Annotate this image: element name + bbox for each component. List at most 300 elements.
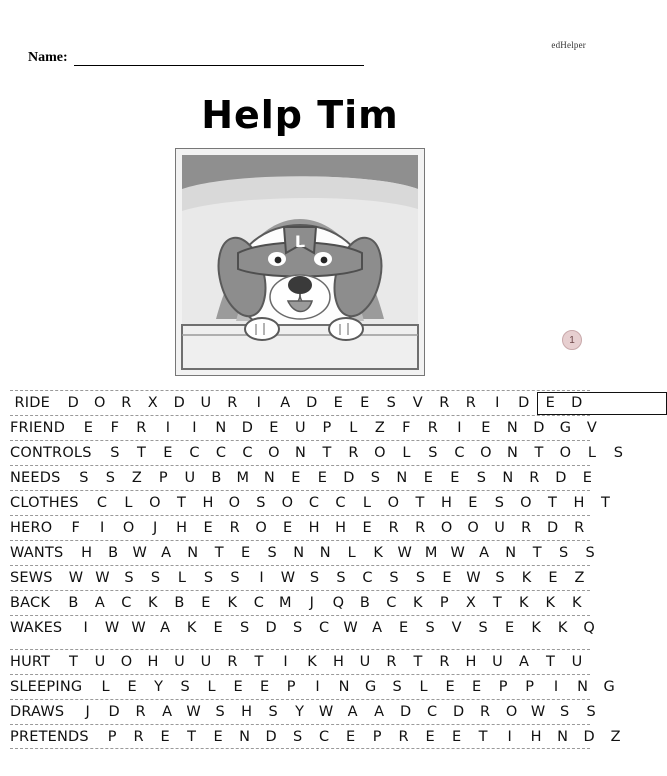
puzzle-letter[interactable]: E	[213, 728, 223, 745]
puzzle-letter[interactable]: U	[200, 654, 212, 670]
puzzle-letter[interactable]: I	[165, 420, 170, 436]
puzzle-letter[interactable]: E	[399, 620, 409, 636]
puzzle-letter[interactable]: E	[481, 420, 491, 436]
puzzle-row[interactable]	[10, 724, 621, 749]
puzzle-letter[interactable]: M	[279, 595, 292, 611]
puzzle-row[interactable]	[10, 615, 595, 640]
puzzle-letter[interactable]: L	[362, 495, 371, 511]
puzzle-letter[interactable]: C	[215, 445, 226, 461]
puzzle-letter[interactable]: T	[322, 445, 332, 461]
puzzle-letter[interactable]: H	[308, 520, 320, 536]
puzzle-letter[interactable]: S	[105, 470, 115, 486]
puzzle-row[interactable]	[10, 540, 595, 565]
puzzle-letter[interactable]: Z	[574, 570, 585, 586]
puzzle-letter[interactable]: B	[68, 595, 79, 611]
puzzle-letter[interactable]: E	[471, 679, 482, 695]
puzzle-row[interactable]	[10, 490, 610, 515]
puzzle-letter[interactable]: D	[583, 728, 595, 745]
puzzle-letter[interactable]: U	[94, 654, 106, 670]
puzzle-letter[interactable]: W	[132, 545, 147, 561]
puzzle-letter[interactable]: X	[465, 595, 476, 611]
puzzle-letter[interactable]: D	[571, 395, 583, 411]
puzzle-letter[interactable]: H	[147, 654, 159, 670]
puzzle-letter[interactable]: O	[374, 445, 386, 461]
puzzle-letter[interactable]: U	[174, 654, 185, 670]
puzzle-letter[interactable]: R	[227, 395, 238, 411]
puzzle-letter[interactable]: T	[415, 495, 425, 511]
svg-text:L: L	[294, 232, 306, 251]
puzzle-letter[interactable]: R	[386, 654, 397, 670]
puzzle-letter[interactable]: U	[492, 654, 503, 670]
puzzle-letter[interactable]: E	[213, 620, 223, 636]
puzzle-letter[interactable]: W	[343, 620, 358, 636]
puzzle-letter[interactable]: B	[174, 595, 185, 611]
puzzle-letter[interactable]: S	[495, 570, 505, 586]
puzzle-letter[interactable]: H	[335, 520, 347, 536]
puzzle-letter[interactable]: S	[494, 495, 504, 511]
puzzle-letter[interactable]: O	[281, 495, 294, 511]
puzzle-row[interactable]	[10, 590, 590, 615]
puzzle-letter[interactable]: E	[442, 570, 452, 586]
puzzle-letter[interactable]: A	[280, 395, 291, 411]
puzzle-letter[interactable]: C	[96, 495, 107, 511]
puzzle-letter[interactable]: N	[215, 420, 227, 436]
puzzle-word-label: HURT	[10, 654, 51, 670]
puzzle-letter[interactable]: S	[585, 545, 595, 561]
puzzle-letter[interactable]: O	[387, 495, 400, 511]
puzzle-letter[interactable]: I	[507, 728, 512, 745]
puzzle-letter[interactable]: C	[427, 704, 438, 720]
puzzle-letter[interactable]: H	[530, 728, 542, 745]
puzzle-letter[interactable]: U	[571, 654, 583, 670]
puzzle-letter[interactable]: K	[413, 595, 423, 611]
puzzle-letter[interactable]: P	[525, 679, 534, 695]
puzzle-letter[interactable]: T	[176, 495, 186, 511]
puzzle-letter[interactable]: Z	[374, 420, 385, 436]
puzzle-letter[interactable]: E	[163, 445, 173, 461]
puzzle-letter[interactable]: S	[386, 395, 396, 411]
puzzle-letter[interactable]: K	[531, 620, 541, 636]
puzzle-letter[interactable]: P	[107, 728, 117, 745]
puzzle-letter-row	[63, 566, 593, 590]
puzzle-letter[interactable]: R	[439, 395, 450, 411]
puzzle-letter[interactable]: J	[85, 704, 90, 720]
puzzle-letter[interactable]: T	[413, 654, 423, 670]
puzzle-letter[interactable]: R	[227, 654, 238, 670]
puzzle-letter[interactable]: W	[397, 545, 412, 561]
puzzle-letter[interactable]: G	[559, 420, 571, 436]
puzzle-letter[interactable]: R	[121, 395, 132, 411]
puzzle-letter[interactable]: M	[236, 470, 250, 486]
puzzle-letter[interactable]: N	[396, 470, 408, 486]
puzzle-letter[interactable]: C	[242, 445, 253, 461]
puzzle-letter[interactable]: W	[95, 570, 110, 586]
puzzle-letter[interactable]: F	[402, 420, 411, 436]
puzzle-letter[interactable]: W	[131, 620, 146, 636]
puzzle-letter[interactable]: H	[81, 545, 93, 561]
puzzle-letter[interactable]: D	[108, 704, 120, 720]
puzzle-letter[interactable]: W	[466, 570, 481, 586]
puzzle-letter[interactable]: D	[533, 420, 545, 436]
puzzle-letter[interactable]: R	[574, 520, 585, 536]
puzzle-letter[interactable]: O	[520, 495, 532, 511]
puzzle-letter[interactable]: K	[227, 595, 238, 611]
puzzle-letter[interactable]: C	[121, 595, 132, 611]
puzzle-letter[interactable]: P	[322, 420, 332, 436]
puzzle-letter[interactable]: N	[239, 728, 250, 745]
puzzle-row[interactable]	[10, 649, 590, 674]
puzzle-letter[interactable]: I	[259, 570, 264, 586]
puzzle-letter[interactable]: P	[286, 679, 296, 695]
puzzle-letter[interactable]: T	[600, 495, 610, 511]
puzzle-letter[interactable]: A	[518, 654, 529, 670]
puzzle-letter[interactable]: C	[189, 445, 200, 461]
puzzle-letter[interactable]: T	[69, 654, 78, 670]
puzzle-letter[interactable]: H	[440, 495, 452, 511]
puzzle-letter[interactable]: E	[160, 728, 170, 745]
puzzle-letter[interactable]: D	[173, 395, 185, 411]
puzzle-letter[interactable]: E	[345, 728, 356, 745]
puzzle-letter[interactable]: O	[228, 495, 241, 511]
puzzle-letter[interactable]: W	[186, 704, 201, 720]
puzzle-letter[interactable]: L	[347, 545, 356, 561]
puzzle-letter[interactable]: H	[573, 495, 585, 511]
puzzle-letter[interactable]: E	[360, 395, 370, 411]
puzzle-letter[interactable]: I	[283, 654, 288, 670]
puzzle-letter[interactable]: D	[343, 470, 355, 486]
puzzle-letter[interactable]: R	[439, 654, 450, 670]
puzzle-letter[interactable]: O	[559, 445, 572, 461]
puzzle-letter[interactable]: S	[613, 445, 623, 461]
puzzle-letter[interactable]: C	[319, 620, 330, 636]
puzzle-letter[interactable]: I	[315, 679, 320, 695]
puzzle-letter[interactable]: W	[318, 704, 334, 720]
puzzle-letter[interactable]: N	[577, 679, 588, 695]
puzzle-letter[interactable]: T	[547, 495, 557, 511]
puzzle-letter[interactable]: N	[187, 545, 199, 561]
puzzle-letter[interactable]: W	[450, 545, 465, 561]
puzzle-letter[interactable]: O	[440, 520, 453, 536]
puzzle-letter[interactable]: S	[309, 570, 320, 586]
puzzle-letter[interactable]: O	[467, 520, 479, 536]
puzzle-letter[interactable]: E	[423, 470, 433, 486]
puzzle-letter[interactable]: R	[415, 520, 426, 536]
puzzle-letter[interactable]: Z	[131, 470, 142, 486]
puzzle-letter[interactable]: D	[399, 704, 412, 720]
puzzle-letter[interactable]: K	[572, 595, 582, 611]
puzzle-letter[interactable]: R	[427, 420, 438, 436]
puzzle-row[interactable]	[10, 390, 590, 415]
puzzle-letter[interactable]: E	[259, 679, 270, 695]
puzzle-letter[interactable]: H	[333, 654, 344, 670]
puzzle-letter[interactable]: P	[498, 679, 508, 695]
puzzle-letter[interactable]: J	[152, 520, 158, 536]
puzzle-letter[interactable]: I	[99, 520, 105, 536]
puzzle-letter[interactable]: B	[108, 545, 119, 561]
puzzle-letter[interactable]: R	[465, 395, 476, 411]
puzzle-letter[interactable]: T	[214, 545, 224, 561]
puzzle-letter[interactable]: D	[555, 470, 567, 486]
puzzle-letter[interactable]: E	[362, 520, 372, 536]
puzzle-letter[interactable]: D	[452, 704, 465, 720]
puzzle-letter[interactable]: T	[136, 445, 146, 461]
puzzle-letter[interactable]: D	[265, 728, 277, 745]
puzzle-letter[interactable]: S	[110, 445, 120, 461]
puzzle-letter[interactable]: S	[415, 570, 426, 586]
puzzle-letter[interactable]: K	[557, 620, 568, 636]
puzzle-letter[interactable]: K	[373, 545, 383, 561]
puzzle-letter[interactable]: L	[177, 570, 187, 586]
puzzle-letter[interactable]: U	[184, 470, 196, 486]
puzzle-letter[interactable]: E	[203, 520, 213, 536]
puzzle-letter[interactable]: K	[521, 570, 532, 586]
puzzle-letter[interactable]: I	[457, 420, 462, 436]
puzzle-letter[interactable]: E	[201, 595, 211, 611]
puzzle-letter[interactable]: H	[202, 495, 214, 511]
puzzle-letter[interactable]: H	[176, 520, 188, 536]
puzzle-letter[interactable]: I	[553, 679, 559, 695]
puzzle-letter[interactable]: S	[559, 545, 569, 561]
puzzle-letter[interactable]: S	[292, 620, 303, 636]
puzzle-letter[interactable]: B	[359, 595, 370, 611]
puzzle-letter[interactable]: K	[545, 595, 556, 611]
puzzle-letter[interactable]: S	[392, 679, 402, 695]
puzzle-letter[interactable]: E	[283, 520, 293, 536]
puzzle-letter-row	[99, 725, 629, 749]
puzzle-row[interactable]	[10, 674, 615, 699]
puzzle-row[interactable]	[10, 415, 597, 440]
puzzle-letter[interactable]: R	[480, 704, 491, 720]
puzzle-letter[interactable]: C	[335, 495, 346, 511]
puzzle-letter[interactable]: E	[291, 470, 301, 486]
puzzle-letter[interactable]: T	[532, 545, 542, 561]
puzzle-letter[interactable]: S	[476, 470, 486, 486]
name-input-line[interactable]	[74, 52, 364, 66]
puzzle-letter[interactable]: U	[494, 520, 505, 536]
puzzle-letter[interactable]: O	[480, 445, 492, 461]
puzzle-letter[interactable]: Q	[332, 595, 344, 611]
puzzle-letter[interactable]: E	[548, 570, 558, 586]
puzzle-letter[interactable]: A	[162, 704, 173, 720]
puzzle-letter[interactable]: N	[502, 470, 514, 486]
puzzle-letter[interactable]: C	[362, 570, 373, 586]
puzzle-letter[interactable]: U	[359, 654, 371, 670]
puzzle-letter[interactable]: S	[124, 570, 134, 586]
puzzle-letter[interactable]: W	[104, 620, 120, 636]
puzzle-letter[interactable]: E	[269, 420, 279, 436]
puzzle-letter[interactable]: S	[239, 620, 250, 636]
puzzle-letter[interactable]: H	[241, 704, 253, 720]
puzzle-letter[interactable]: N	[506, 420, 518, 436]
puzzle-letter[interactable]: O	[255, 520, 267, 536]
puzzle-letter[interactable]: T	[546, 654, 555, 670]
puzzle-letter[interactable]: L	[419, 679, 428, 695]
puzzle-letter[interactable]: L	[402, 445, 411, 461]
puzzle-letter[interactable]: S	[586, 704, 596, 720]
puzzle-letter[interactable]: G	[364, 679, 377, 695]
puzzle-letter[interactable]: S	[370, 470, 380, 486]
puzzle-letter[interactable]: S	[268, 704, 278, 720]
puzzle-letter[interactable]: A	[347, 704, 358, 720]
puzzle-letter[interactable]: E	[425, 728, 435, 745]
puzzle-letter[interactable]: E	[333, 395, 343, 411]
puzzle-letter[interactable]: S	[150, 570, 161, 586]
puzzle-letter[interactable]: S	[203, 570, 214, 586]
puzzle-letter[interactable]: W	[68, 570, 84, 586]
puzzle-letter[interactable]: C	[253, 595, 264, 611]
puzzle-letter[interactable]: R	[133, 728, 144, 745]
puzzle-letter[interactable]: N	[506, 445, 518, 461]
puzzle-letter[interactable]: A	[374, 704, 385, 720]
puzzle-letter[interactable]: O	[122, 520, 135, 536]
puzzle-letter[interactable]: N	[293, 545, 305, 561]
puzzle-letter[interactable]: E	[468, 495, 478, 511]
puzzle-letter[interactable]: E	[505, 620, 515, 636]
puzzle-letter[interactable]: S	[559, 704, 570, 720]
puzzle-letter[interactable]: S	[79, 470, 89, 486]
puzzle-letter[interactable]: M	[424, 545, 438, 561]
puzzle-letter[interactable]: C	[308, 495, 319, 511]
puzzle-row[interactable]	[10, 465, 590, 490]
puzzle-letter[interactable]: O	[94, 395, 106, 411]
puzzle-letter[interactable]: D	[306, 395, 318, 411]
puzzle-letter[interactable]: E	[233, 679, 243, 695]
puzzle-letter[interactable]: P	[372, 728, 382, 745]
puzzle-letter[interactable]: L	[207, 679, 216, 695]
puzzle-letter[interactable]: N	[263, 470, 275, 486]
puzzle-row[interactable]	[10, 699, 596, 724]
puzzle-letter[interactable]: H	[465, 654, 477, 670]
puzzle-letter[interactable]: A	[479, 545, 490, 561]
puzzle-letter[interactable]: E	[451, 728, 462, 745]
puzzle-letter[interactable]: X	[147, 395, 158, 411]
puzzle-letter[interactable]: L	[101, 679, 110, 695]
puzzle-letter[interactable]: R	[398, 728, 409, 745]
puzzle-letter[interactable]: S	[478, 620, 488, 636]
puzzle-letter[interactable]: D	[518, 395, 530, 411]
puzzle-letter[interactable]: W	[280, 570, 296, 586]
puzzle-letter[interactable]: E	[317, 470, 327, 486]
puzzle-letter[interactable]: L	[349, 420, 358, 436]
puzzle-letter[interactable]: S	[180, 679, 190, 695]
puzzle-letter[interactable]: T	[534, 445, 544, 461]
puzzle-letter[interactable]: Q	[583, 620, 595, 636]
puzzle-letter[interactable]: N	[294, 445, 306, 461]
puzzle-letter[interactable]: T	[478, 728, 488, 745]
puzzle-letter[interactable]: A	[161, 545, 172, 561]
puzzle-letter[interactable]: C	[319, 728, 330, 745]
puzzle-letter[interactable]: I	[192, 420, 197, 436]
puzzle-letter[interactable]: J	[309, 595, 314, 611]
puzzle-letter[interactable]: E	[241, 545, 251, 561]
puzzle-letter[interactable]: E	[83, 420, 93, 436]
puzzle-letter[interactable]: P	[439, 595, 449, 611]
puzzle-row[interactable]	[10, 440, 623, 465]
puzzle-letter[interactable]: V	[586, 420, 597, 436]
puzzle-letter[interactable]: C	[386, 595, 397, 611]
puzzle-letter[interactable]: R	[135, 704, 146, 720]
puzzle-letter[interactable]: S	[292, 728, 303, 745]
puzzle-letter[interactable]: A	[372, 620, 383, 636]
puzzle-letter[interactable]: S	[428, 445, 438, 461]
puzzle-letter[interactable]: E	[450, 470, 460, 486]
puzzle-letter[interactable]: N	[338, 679, 350, 695]
puzzle-letter[interactable]: D	[67, 395, 79, 411]
puzzle-letter[interactable]: R	[136, 420, 147, 436]
puzzle-letter[interactable]: L	[124, 495, 133, 511]
puzzle-row[interactable]	[10, 565, 590, 590]
puzzle-letter[interactable]: W	[530, 704, 546, 720]
puzzle-letter[interactable]: K	[186, 620, 197, 636]
puzzle-letter[interactable]: O	[505, 704, 518, 720]
puzzle-letter[interactable]: S	[256, 495, 266, 511]
puzzle-letter[interactable]: I	[83, 620, 88, 636]
puzzle-letter[interactable]: B	[211, 470, 222, 486]
puzzle-letter[interactable]: U	[200, 395, 212, 411]
puzzle-letter[interactable]: V	[451, 620, 462, 636]
puzzle-letter[interactable]: O	[268, 445, 280, 461]
puzzle-letter[interactable]: O	[120, 654, 133, 670]
puzzle-letter[interactable]: I	[495, 395, 500, 411]
puzzle-letter[interactable]: V	[412, 395, 423, 411]
puzzle-letter[interactable]: S	[389, 570, 399, 586]
puzzle-letter[interactable]: R	[348, 445, 359, 461]
puzzle-letter[interactable]: S	[215, 704, 225, 720]
puzzle-letter[interactable]: R	[388, 520, 399, 536]
puzzle-letter[interactable]: Y	[154, 679, 163, 695]
puzzle-letter[interactable]: Y	[295, 704, 304, 720]
puzzle-letter[interactable]: K	[307, 654, 317, 670]
puzzle-letter[interactable]: E	[582, 470, 592, 486]
puzzle-letter[interactable]: E	[445, 679, 455, 695]
puzzle-letter-row	[71, 466, 601, 490]
puzzle-letter[interactable]: O	[149, 495, 161, 511]
puzzle-letter[interactable]: S	[425, 620, 435, 636]
puzzle-letter[interactable]: T	[254, 654, 264, 670]
puzzle-letter[interactable]: K	[519, 595, 529, 611]
puzzle-letter[interactable]: S	[336, 570, 346, 586]
puzzle-letter[interactable]: T	[492, 595, 502, 611]
puzzle-letter[interactable]: S	[267, 545, 277, 561]
puzzle-letter[interactable]: I	[256, 395, 261, 411]
puzzle-letter[interactable]: F	[71, 520, 80, 536]
puzzle-letter[interactable]: S	[230, 570, 240, 586]
puzzle-letter[interactable]: P	[158, 470, 168, 486]
puzzle-letter[interactable]: F	[110, 420, 119, 436]
puzzle-letter[interactable]: E	[127, 679, 137, 695]
puzzle-letter[interactable]: D	[241, 420, 253, 436]
puzzle-letter[interactable]: T	[187, 728, 196, 745]
puzzle-letter[interactable]: D	[265, 620, 277, 636]
puzzle-letter[interactable]: G	[603, 679, 615, 695]
puzzle-row[interactable]	[10, 515, 590, 540]
puzzle-letter[interactable]: N	[505, 545, 517, 561]
puzzle-letter[interactable]: R	[529, 470, 540, 486]
puzzle-letter[interactable]: L	[587, 445, 596, 461]
puzzle-letter[interactable]: N	[557, 728, 568, 745]
puzzle-letter[interactable]: R	[521, 520, 532, 536]
puzzle-letter[interactable]: A	[160, 620, 171, 636]
puzzle-letter[interactable]: D	[547, 520, 559, 536]
puzzle-letter[interactable]: R	[229, 520, 240, 536]
puzzle-letter[interactable]: N	[319, 545, 331, 561]
puzzle-letter[interactable]: Z	[610, 728, 621, 745]
puzzle-letter[interactable]: C	[454, 445, 465, 461]
puzzle-letter[interactable]: U	[295, 420, 306, 436]
puzzle-letter[interactable]: A	[94, 595, 105, 611]
puzzle-letter[interactable]: E	[545, 395, 555, 411]
puzzle-letter[interactable]: K	[148, 595, 158, 611]
